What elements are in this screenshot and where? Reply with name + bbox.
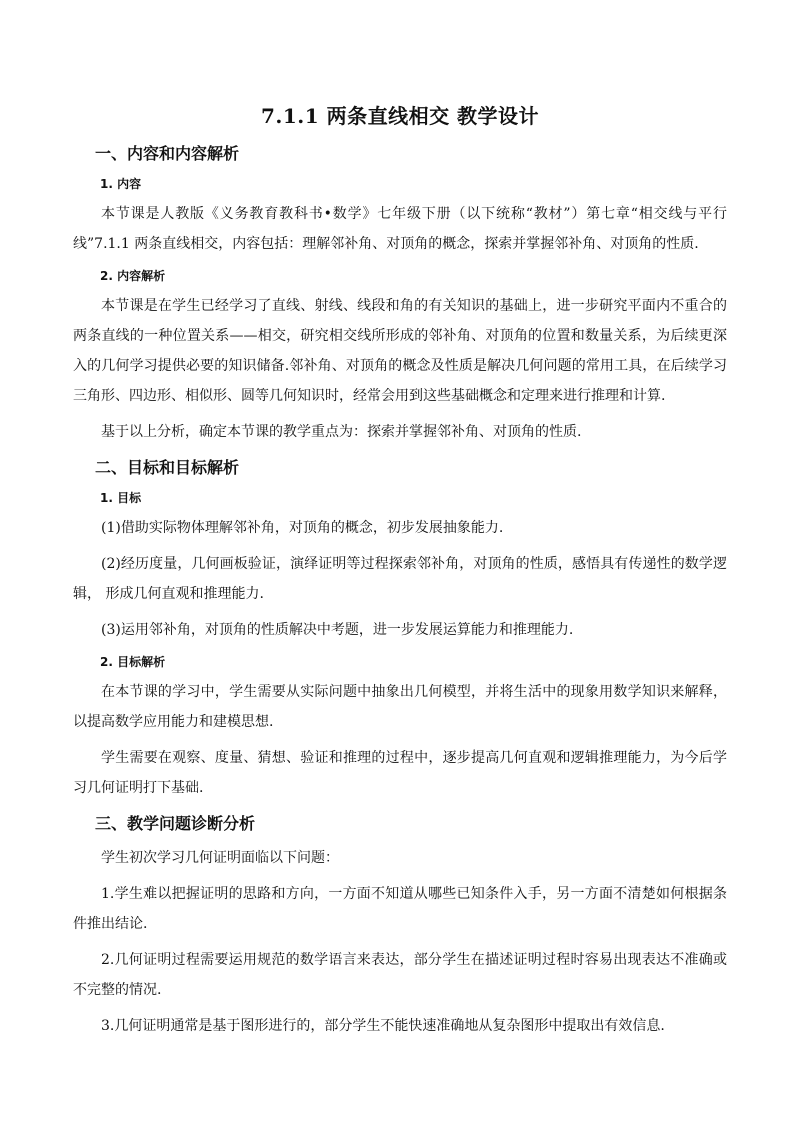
subsection-heading: 2. 内容解析: [100, 269, 166, 283]
paragraph: 本节课是人教版《义务教育教科书•数学》七年级下册（以下统称“教材”）第七章“相交线与平行线”7.1.1 两条直线相交，内容包括：理解邻补角、对顶角的概念，探索并掌握邻补角、对顶角的性质.: [73, 206, 727, 252]
subsection-heading: 1. 内容: [100, 177, 142, 191]
paragraph: 2.几何证明过程需要运用规范的数学语言来表达，部分学生在描述证明过程时容易出现表达不准确或不完整的情况.: [73, 952, 727, 998]
section-heading: 二、目标和目标解析: [95, 458, 240, 477]
subsection-heading: 2. 目标解析: [100, 655, 166, 669]
section-heading: 一、内容和内容解析: [95, 144, 240, 163]
paragraph: 本节课是在学生已经学习了直线、射线、线段和角的有关知识的基础上，进一步研究平面内不重合的两条直线的一种位置关系——相交，研究相交线所形成的邻补角、对顶角的位置和数量关系，为后续更深入的几何学习提供必要的知识储备.邻补角、对顶角的概念及性质是解决几何问题的常用工具，在后续学习三角形、四边形、相似形、圆等几何知识时，经常会用到这些基础概念和定理来进行推理和计算.: [73, 298, 727, 404]
subsection-heading: 1. 目标: [100, 491, 142, 505]
paragraph: 学生初次学习几何证明面临以下问题：: [101, 850, 339, 866]
paragraph: 学生需要在观察、度量、猜想、验证和推理的过程中，逐步提高几何直观和逻辑推理能力，为今后学习几何证明打下基础.: [73, 750, 727, 796]
paragraph: (1)借助实际物体理解邻补角，对顶角的概念，初步发展抽象能力.: [101, 520, 504, 536]
paragraph: (3)运用邻补角，对顶角的性质解决中考题，进一步发展运算能力和推理能力.: [101, 622, 574, 638]
section-heading: 三、教学问题诊断分析: [95, 814, 256, 833]
paragraph: (2)经历度量，几何画板验证，演绎证明等过程探索邻补角，对顶角的性质，感悟具有传递性的数学逻辑， 形成几何直观和推理能力.: [73, 556, 727, 602]
document-title: 7.1.1 两条直线相交 教学设计: [260, 104, 540, 128]
paragraph: 3.几何证明通常是基于图形进行的，部分学生不能快速准确地从复杂图形中提取出有效信息.: [101, 1018, 665, 1034]
paragraph: 在本节课的学习中，学生需要从实际问题中抽象出几何模型，并将生活中的现象用数学知识来解释，以提高数学应用能力和建模思想.: [73, 684, 727, 730]
paragraph: 1.学生难以把握证明的思路和方向，一方面不知道从哪些已知条件入手，另一方面不清楚如何根据条件推出结论.: [73, 886, 727, 932]
paragraph: 基于以上分析，确定本节课的教学重点为：探索并掌握邻补角、对顶角的性质.: [101, 424, 582, 440]
